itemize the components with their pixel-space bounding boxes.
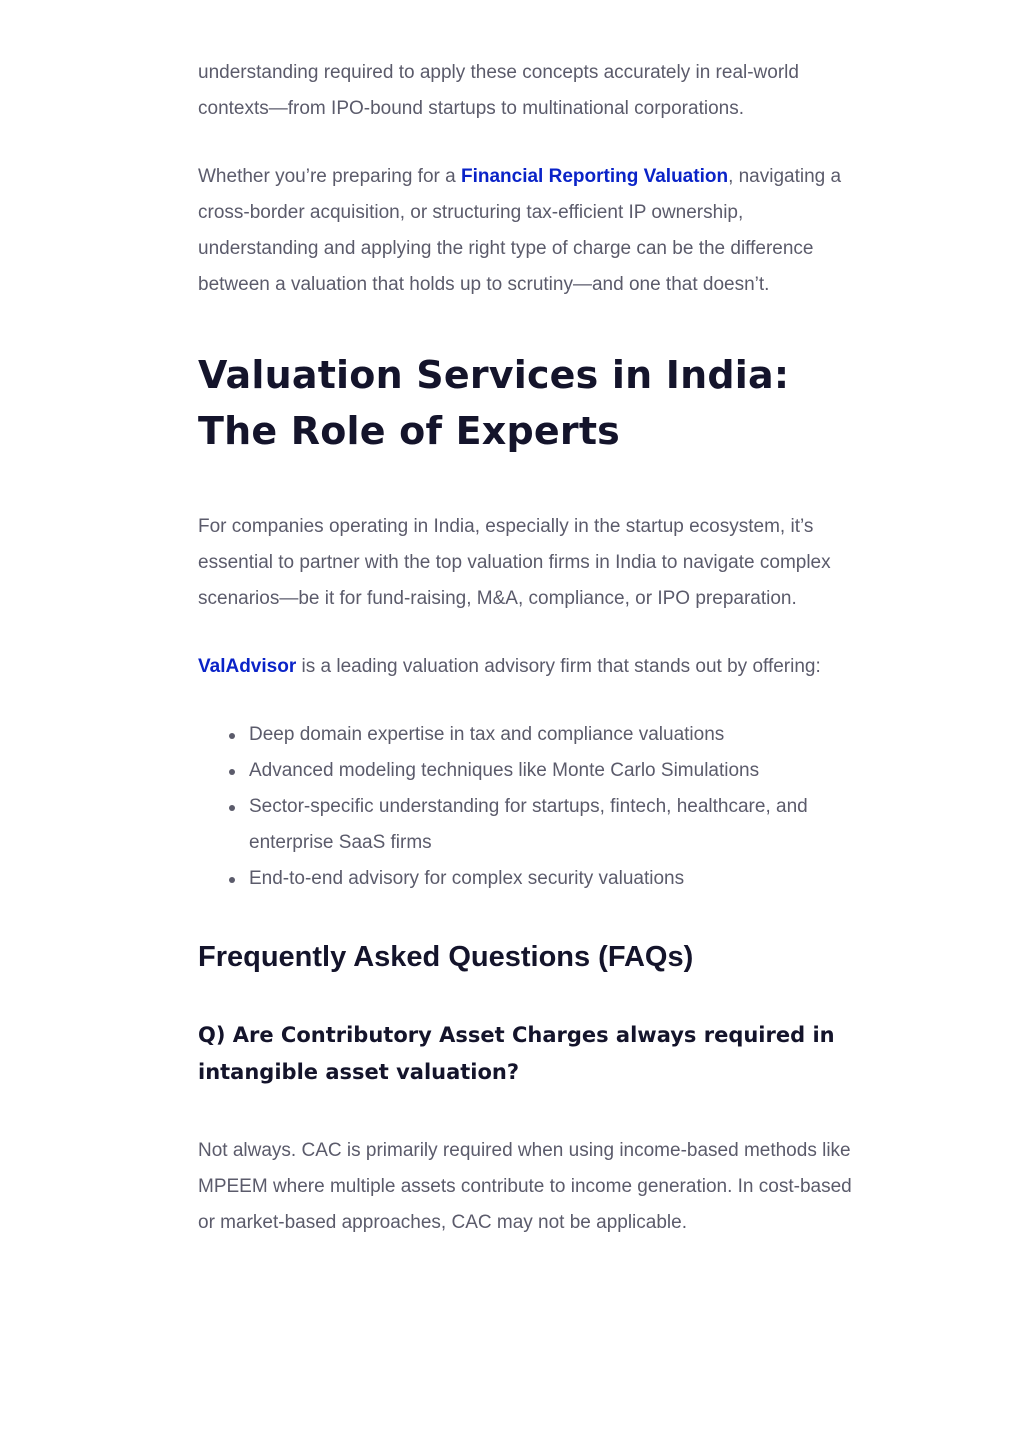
section-paragraph-2-tail: is a leading valuation advisory firm that stands out by offering: [296, 656, 821, 677]
offering-list [198, 717, 858, 897]
list-item: Deep domain expertise in tax and compliance valuations [249, 717, 858, 753]
faq-answer-1: Not always. CAC is primarily required when using income-based methods like MPEEM where multiple assets contribute to income generation. In cost-based or market-based approaches, CAC may not be applicable. [198, 1140, 852, 1233]
section-heading-line-1: Valuation Services in India: [198, 353, 790, 397]
faq-heading: Frequently Asked Questions (FAQs) [198, 941, 694, 973]
list-item: Advanced modeling techniques like Monte Carlo Simulations [249, 753, 858, 789]
intro-paragraph-2-tail: , navigating a cross-border acquisition, or structuring tax-efficient IP ownership, understanding and applying the right type of charge can be the difference between a valuation that holds up to scrutiny—and one that doesn’t. [198, 166, 842, 295]
section-paragraph-2 [198, 649, 858, 685]
intro-paragraph-2-lead: Whether you’re preparing for a [198, 166, 461, 187]
list-item: End-to-end advisory for complex security valuations [249, 861, 858, 897]
financial-reporting-valuation-link[interactable]: Financial Reporting Valuation [460, 166, 729, 187]
intro-paragraph-2 [198, 159, 858, 303]
article-body [198, 55, 858, 1241]
section-heading [198, 347, 858, 459]
faq-question-1: Q) Are Contributory Asset Charges always required in intangible asset valuation? [198, 1023, 835, 1084]
section-paragraph-1: For companies operating in India, especially in the startup ecosystem, it’s essential to partner with the top valuation firms in India to navigate complex scenarios—be it for fund-raising, M&A, compliance, or IPO preparation. [198, 516, 831, 609]
valadvisor-link[interactable]: ValAdvisor [198, 656, 297, 677]
intro-paragraph-1: understanding required to apply these concepts accurately in real-world contexts—from IPO-bound startups to multinational corporations. [198, 62, 799, 119]
list-item: Sector-specific understanding for startups, fintech, healthcare, and enterprise SaaS firms [249, 789, 858, 861]
section-heading-line-2: The Role of Experts [198, 409, 621, 453]
